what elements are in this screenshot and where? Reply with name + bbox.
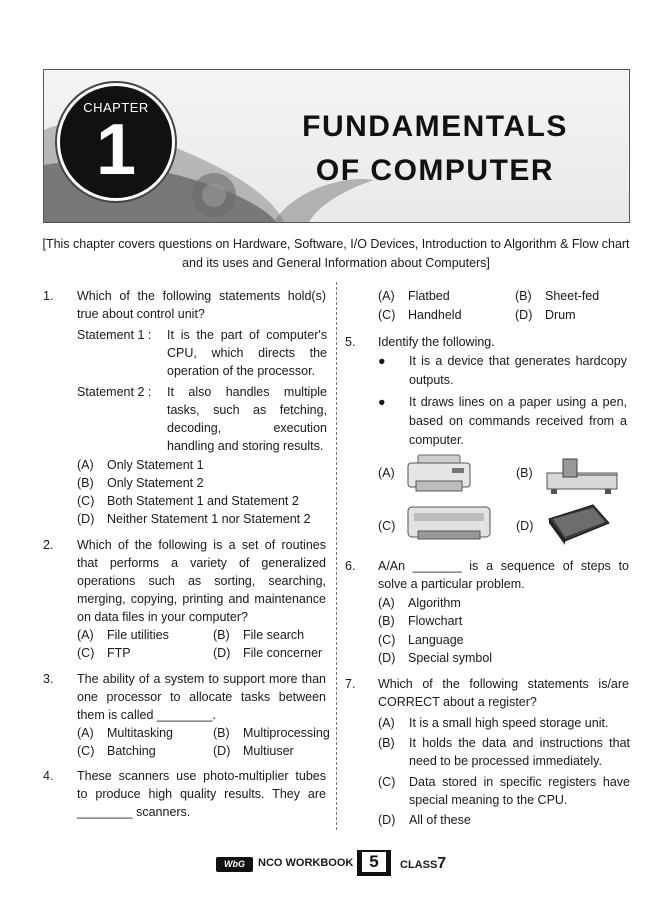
class-label: CLASS7 xyxy=(400,855,447,872)
option-d[interactable]: (D) File concerner xyxy=(213,646,323,660)
chapter-number: 1 xyxy=(95,110,137,190)
bullet-text: It draws lines on a paper using a pen, based on commands received from a computer. xyxy=(409,395,627,447)
option-b[interactable]: (B) Flowchart xyxy=(378,614,463,628)
option-a[interactable]: (A) Only Statement 1 xyxy=(77,458,204,472)
question-text: Which of the following statements is/are CORRECT about a register? xyxy=(378,677,629,709)
statement-text: It is the part of computer's CPU, which directs the operation of the processor. xyxy=(167,328,327,378)
question-number: 7. xyxy=(345,677,356,691)
image-option-d-label[interactable]: (D) xyxy=(516,519,534,533)
chapter-title xyxy=(290,105,580,193)
question-number: 6. xyxy=(345,559,356,573)
title-line-2: OF COMPUTER xyxy=(315,154,555,187)
option-a[interactable]: (A) Multitasking xyxy=(77,726,173,740)
question-text: Which of the following is a set of routines that performs a variety of generalized operations such as sorting, searching, merging, copying, printing and maintenance on data files in your computer? xyxy=(77,538,326,624)
question-number: 2. xyxy=(43,538,54,552)
question-number: 1. xyxy=(43,289,54,303)
scanner-image[interactable] xyxy=(543,499,613,545)
plotter-image[interactable] xyxy=(543,453,623,495)
question-text: A/An _______ is a sequence of steps to solve a particular problem. xyxy=(378,559,629,591)
bullet-dot: ● xyxy=(378,354,386,368)
printer-image[interactable] xyxy=(404,453,474,495)
chapter-badge xyxy=(57,83,175,201)
workbook-label: NCO WORKBOOK xyxy=(258,857,354,869)
question-text: Which of the following statements hold(s) true about control unit? xyxy=(77,289,326,321)
wide-printer-image[interactable] xyxy=(404,501,494,543)
chapter-intro: [This chapter covers questions on Hardware, Software, I/O Devices, Introduction to Algorithm & Flow chart and its uses and General Information about Computers] xyxy=(42,237,630,270)
question-number: 3. xyxy=(43,672,54,686)
option-b[interactable]: (B) File search xyxy=(213,628,305,642)
option-d[interactable]: (D) Multiuser xyxy=(213,744,294,758)
image-option-c-label[interactable]: (C) xyxy=(378,519,396,533)
option-a[interactable]: (A) Flatbed xyxy=(378,289,450,303)
option-d[interactable]: (D) Neither Statement 1 nor Statement 2 xyxy=(77,512,311,526)
class-number: 7 xyxy=(437,855,447,872)
title-line-1: FUNDAMENTALS xyxy=(302,110,568,143)
statement-label: Statement 2 : xyxy=(77,385,152,399)
option-b[interactable]: (B) Only Statement 2 xyxy=(77,476,204,490)
option-c[interactable]: (C) Batching xyxy=(77,744,156,758)
option-b[interactable]: (B) Multiprocessing xyxy=(213,726,330,740)
page-number: 5 xyxy=(362,852,386,872)
option-d[interactable]: (D) Drum xyxy=(515,308,576,322)
option-c[interactable]: (C) Handheld xyxy=(378,308,462,322)
image-option-b-label[interactable]: (B) xyxy=(516,466,533,480)
statement-text: It also handles multiple tasks, such as fetching, decoding, execution handling and storing results. xyxy=(167,385,327,453)
page-footer xyxy=(0,850,672,880)
option-c[interactable]: (C) FTP xyxy=(77,646,131,660)
statement-label: Statement 1 : xyxy=(77,328,152,342)
bullet-dot: ● xyxy=(378,395,386,409)
brand-logo: WbG xyxy=(216,857,253,872)
question-text: These scanners use photo-multiplier tubes to produce high quality results. They are ________ scanners. xyxy=(77,769,326,819)
bullet-text: It is a device that generates hardcopy outputs. xyxy=(409,354,627,387)
page-number-box xyxy=(357,850,391,876)
option-b[interactable]: (B) Sheet-fed xyxy=(515,289,600,303)
chapter-label: CHAPTER xyxy=(83,100,149,115)
column-divider xyxy=(336,282,337,830)
question-number: 5. xyxy=(345,335,356,349)
option-a[interactable]: (A) Algorithm xyxy=(378,596,461,610)
image-option-a-label[interactable]: (A) xyxy=(378,466,395,480)
option-c[interactable]: (C) Language xyxy=(378,633,464,647)
option-c[interactable]: (C) Both Statement 1 and Statement 2 xyxy=(77,494,299,508)
option-a[interactable]: (A) File utilities xyxy=(77,628,169,642)
question-text: The ability of a system to support more than one processor to allocate tasks between them is called ________. xyxy=(77,672,326,722)
question-number: 4. xyxy=(43,769,54,783)
question-text: Identify the following. xyxy=(378,335,495,349)
option-d[interactable]: (D) Special symbol xyxy=(378,651,493,665)
